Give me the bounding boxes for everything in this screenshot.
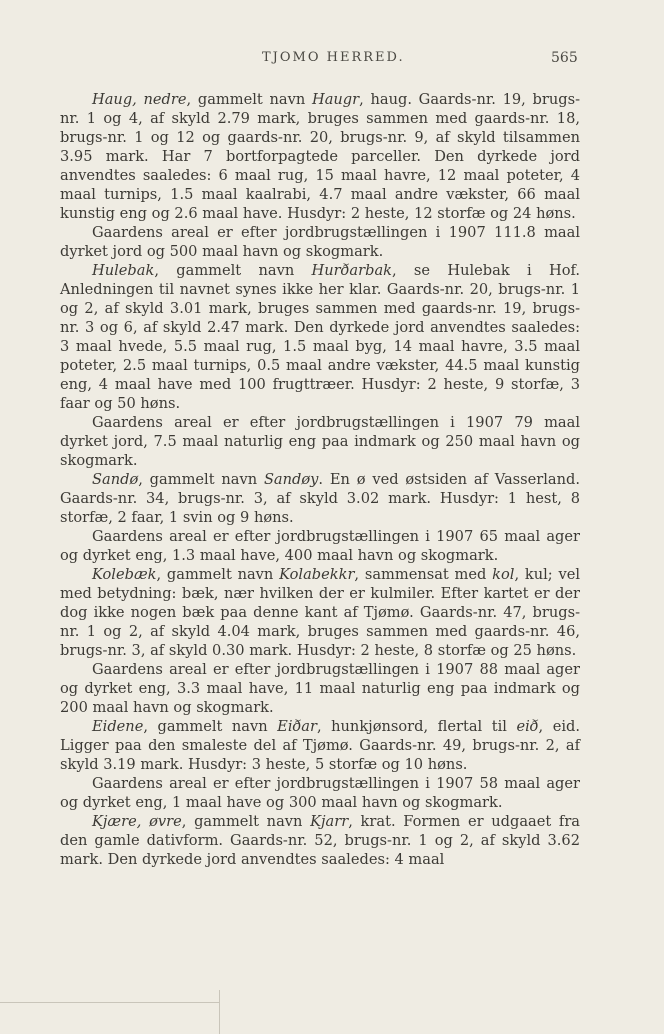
italic-term: Kolabekkr [279, 566, 355, 583]
page-edge-tick [219, 990, 220, 1034]
paragraph [60, 223, 580, 261]
paragraph [60, 717, 580, 774]
italic-term: eið [516, 718, 539, 735]
paragraph [60, 90, 580, 223]
paragraph [60, 565, 580, 660]
page-body [60, 90, 580, 869]
text-run: , eid. Ligger paa den smaleste del af Tjømø. Gaards-nr. 49, brugs-nr. 2, af skyld 3.19 mark. Husdyr: 3 heste, 5 storfæ og 10 høns. [60, 718, 580, 773]
italic-term: Hurðarbak [311, 262, 392, 279]
text-run: , kul; vel med betydning: bæk, nær hvilken der er kulmiler. Efter kartet er der dog ikke nogen bæk paa denne kant af Tjømø. Gaards-nr. 47, brugs-nr. 1 og 2, af skyld 4.04 mark, bruges sammen med gaards-nr. 46, brugs-nr. 3, af skyld 0.30 mark. Husdyr: 2 heste, 8 storfæ og 25 høns. [60, 566, 581, 659]
text-run: Gaardens areal er efter jordbrugstællingen i 1907 88 maal ager og dyrket eng, 3.3 maal have, 11 maal naturlig eng paa indmark og 200 maal havn og skogmark. [60, 661, 580, 716]
text-run: , gammelt navn [156, 566, 280, 583]
paragraph [60, 470, 580, 527]
text-run: , gammelt navn [138, 471, 264, 488]
text-run: , gammelt navn [143, 718, 278, 735]
italic-term: Sandø [92, 471, 139, 488]
text-run: , gammelt navn [181, 813, 311, 830]
italic-term: Sandøy [263, 471, 319, 488]
italic-term: Eiðar [277, 718, 317, 735]
text-run: Gaardens areal er efter jordbrugstællingen i 1907 111.8 maal dyrket jord og 500 maal havn og skogmark. [60, 224, 580, 260]
text-run: , hunkjønsord, flertal til [316, 718, 517, 735]
page-edge-mark [0, 1002, 220, 1003]
paragraph [60, 812, 580, 869]
paragraph [60, 660, 580, 717]
italic-term: Eidene [92, 718, 144, 735]
italic-term: Haugr [311, 91, 360, 108]
text-run: , gammelt navn [186, 91, 312, 108]
text-run: , sammensat med [354, 566, 493, 583]
paragraph [60, 774, 580, 812]
italic-term: Kjarr [310, 813, 349, 830]
running-title: TJOMO HERRED. [262, 50, 405, 65]
text-run: , gammelt navn [154, 262, 312, 279]
italic-term: Hulebak [92, 262, 155, 279]
italic-term: Kolebæk [92, 566, 157, 583]
text-run: Gaardens areal er efter jordbrugstællingen i 1907 79 maal dyrket jord, 7.5 maal naturlig eng paa indmark og 250 maal havn og skogmark. [60, 414, 580, 469]
italic-term: Haug, nedre [92, 91, 187, 108]
text-run: , haug. Gaards-nr. 19, brugs-nr. 1 og 4, af skyld 2.79 mark, bruges sammen med gaards-nr. 18, brugs-nr. 1 og 12 og gaards-nr. 20, brugs-nr. 9, af skyld tilsammen 3.95 mark. Har 7 bortforpagtede parceller. Den dyrkede jord anvendtes saaledes: 6 maal rug, 15 maal havre, 12 maal poteter, 4 maal turnips, 1.5 maal kaalrabi, 4.7 maal andre vækster, 66 maal kunstig eng og 2.6 maal have. Husdyr: 2 heste, 12 storfæ og 24 høns. [60, 91, 581, 222]
text-run: Gaardens areal er efter jordbrugstællingen i 1907 65 maal ager og dyrket eng, 1.3 maal have, 400 maal havn og skogmark. [60, 528, 580, 564]
text-run: . En ø ved østsiden af Vasserland. Gaards-nr. 34, brugs-nr. 3, af skyld 3.02 mark. Husdyr: 1 hest, 8 storfæ, 2 faar, 1 svin og 9 høns. [60, 471, 580, 526]
italic-term: Kjære, øvre [92, 813, 182, 830]
paragraph [60, 261, 580, 413]
text-run: Gaardens areal er efter jordbrugstællingen i 1907 58 maal ager og dyrket eng, 1 maal have og 300 maal havn og skogmark. [60, 775, 580, 811]
italic-term: kol [492, 566, 515, 583]
running-header [0, 50, 664, 72]
page-number: 565 [551, 50, 578, 66]
paragraph [60, 413, 580, 470]
text-run: , krat. Formen er udgaaet fra den gamle dativform. Gaards-nr. 52, brugs-nr. 1 og 2, af skyld 3.62 mark. Den dyrkede jord anvendtes saaledes: 4 maal [60, 813, 581, 868]
text-run: , se Hulebak i Hof. Anledningen til navnet synes ikke her klar. Gaards-nr. 20, brugs-nr. 1 og 2, af skyld 3.01 mark, bruges sammen med gaards-nr. 19, brugs-nr. 3 og 6, af skyld 2.47 mark. Den dyrkede jord anvendtes saaledes: 3 maal hvede, 5.5 maal rug, 1.5 maal byg, 14 maal havre, 3.5 maal poteter, 2.5 maal turnips, 0.5 maal andre vækster, 44.5 maal kunstig eng, 4 maal have med 100 frugttræer. Husdyr: 2 heste, 9 storfæ, 3 faar og 50 høns. [60, 262, 580, 412]
paragraph [60, 527, 580, 565]
